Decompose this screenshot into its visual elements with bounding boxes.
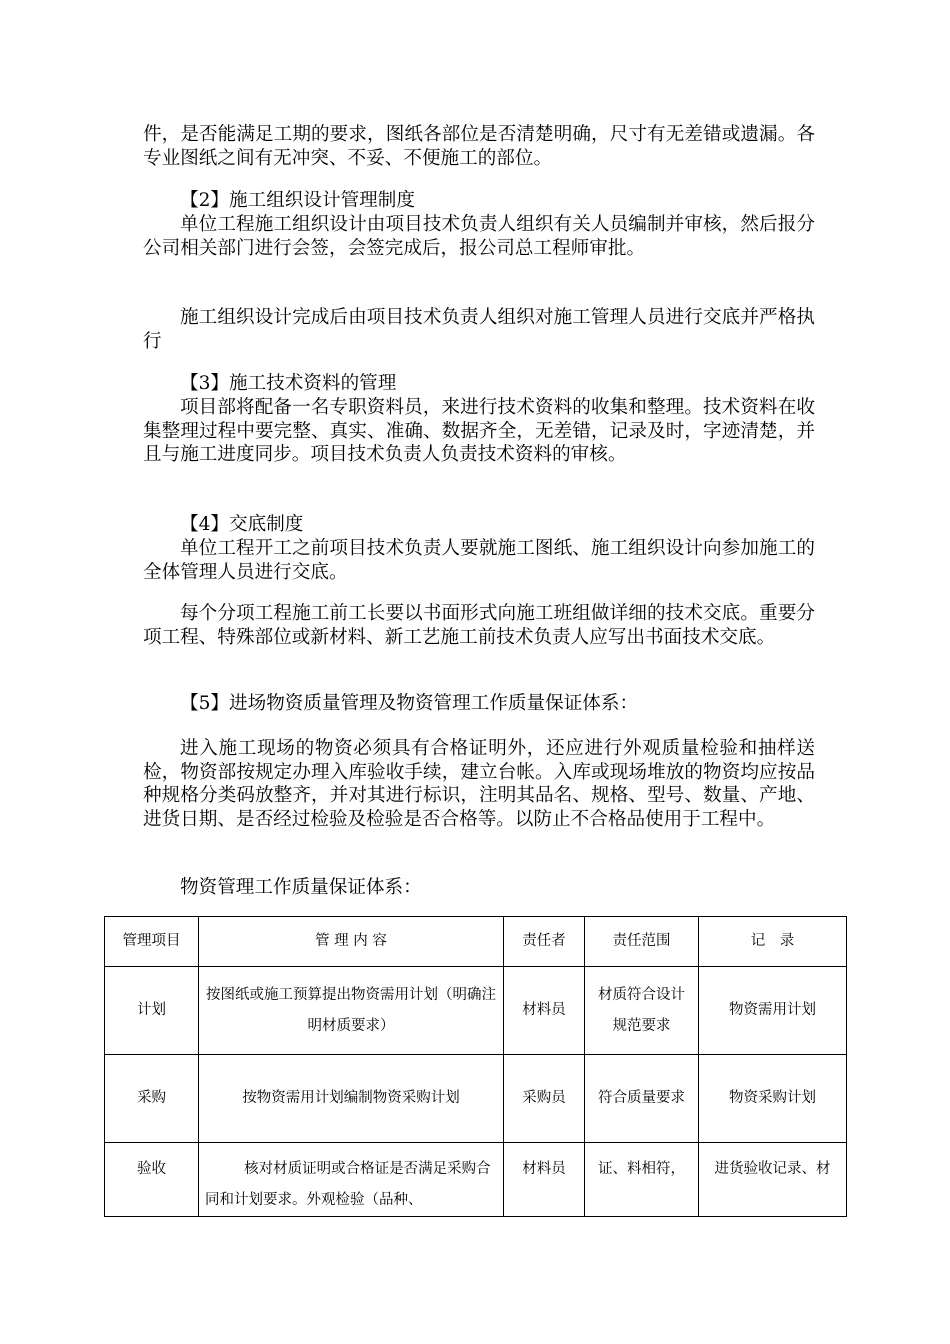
paragraph-construction-design-briefing: 施工组织设计完成后由项目技术负责人组织对施工管理人员进行交底并严格执行 [143,307,815,352]
header-scope: 责任范围 [585,917,699,967]
table-row [105,1055,847,1143]
quality-assurance-table [104,916,847,1217]
cell-record: 物资需用计划 [699,967,847,1055]
heading-construction-design-management: 【2】施工组织设计管理制度 [180,190,415,211]
paragraph-table-caption: 物资管理工作质量保证体系： [180,877,422,898]
cell-content: 按物资需用计划编制物资采购计划 [199,1055,504,1143]
cell-scope: 符合质量要求 [585,1055,699,1143]
cell-record: 进货验收记录、材 [699,1143,847,1217]
paragraph-technical-documents: 项目部将配备一名专职资料员，来进行技术资料的收集和整理。技术资料在收集整理过程中要完整、真实、准确、数据齐全，无差错，记录及时，字迹清楚，并且与施工进度同步。项目技术负责人负责技术资料的审核。 [143,397,815,465]
cell-owner: 采购员 [504,1055,585,1143]
cell-record: 物资采购计划 [699,1055,847,1143]
paragraph-briefing-written: 每个分项工程施工前工长要以书面形式向施工班组做详细的技术交底。重要分项工程、特殊部位或新材料、新工艺施工前技术负责人应写出书面技术交底。 [143,603,815,648]
heading-technical-documents: 【3】施工技术资料的管理 [180,373,397,394]
table-header-row [105,917,847,967]
paragraph-construction-design-approval: 单位工程施工组织设计由项目技术负责人组织有关人员编制并审核，然后报分公司相关部门进行会签，会签完成后，报公司总工程师审批。 [143,214,815,259]
table-row [105,1143,847,1217]
heading-briefing-system: 【4】交底制度 [180,514,304,535]
cell-content: 按图纸或施工预算提出物资需用计划（明确注明材质要求） [199,967,504,1055]
cell-content: 核对材质证明或合格证是否满足采购合同和计划要求。外观检验（品种、 [199,1143,504,1217]
cell-item: 采购 [105,1055,199,1143]
paragraph-briefing-before-start: 单位工程开工之前项目技术负责人要就施工图纸、施工组织设计向参加施工的全体管理人员进行交底。 [143,538,815,583]
cell-scope: 证、料相符， [585,1143,699,1217]
paragraph-material-inspection: 进入施工现场的物资必须具有合格证明外，还应进行外观质量检验和抽样送检，物资部按规定办理入库验收手续，建立台帐。入库或现场堆放的物资均应按品种规格分类码放整齐，并对其进行标识，注明其品名、规格、型号、数量、产地、进货日期、是否经过检验及检验是否合格等。以防止不合格品使用于工程中。 [143,738,815,830]
cell-scope: 材质符合设计规范要求 [585,967,699,1055]
heading-material-quality: 【5】进场物资质量管理及物资管理工作质量保证体系： [180,693,639,714]
table-row [105,967,847,1055]
header-content: 管 理 内 容 [199,917,504,967]
cell-owner: 材料员 [504,967,585,1055]
cell-owner: 材料员 [504,1143,585,1217]
paragraph-drawing-review-continued: 件，是否能满足工期的要求，图纸各部位是否清楚明确，尺寸有无差错或遗漏。各专业图纸之间有无冲突、不妥、不便施工的部位。 [143,124,815,169]
header-owner: 责任者 [504,917,585,967]
cell-item: 验收 [105,1143,199,1217]
header-record: 记 录 [699,917,847,967]
cell-item: 计划 [105,967,199,1055]
header-item: 管理项目 [105,917,199,967]
